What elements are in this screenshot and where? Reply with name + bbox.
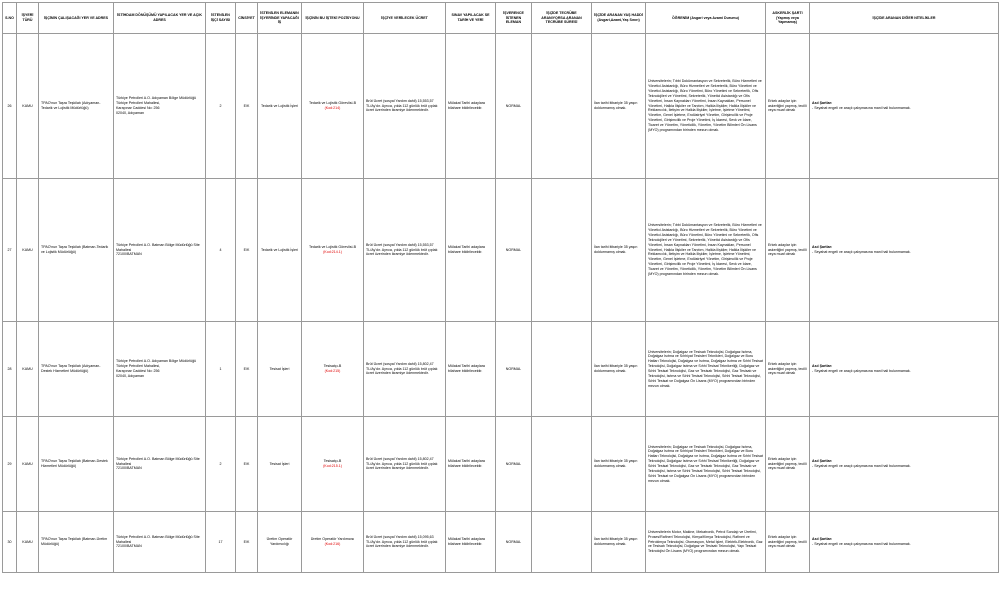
header-gender: CİNSİYET <box>236 3 258 34</box>
header-count: İSTENİLEN İŞÇİ SAYISI <box>206 3 236 34</box>
position-title: Tedarik ve Lojistik Görevlisi-B <box>309 245 356 250</box>
cell-type: KAMU <box>17 34 39 179</box>
job-listing-table <box>2 2 999 573</box>
cell-count: 1 <box>206 322 236 417</box>
cell-military: Erkek adaylar için askerliğini yapmış, tecilli veya muaf olmak <box>766 34 810 179</box>
cell-education: Üniversitelerin; Doğalgaz ve Tesisatı Teknolojisi, Doğalgaz Isıtma, Doğalgaz Isıtma ve Sıhhiyat Tesisleri Teknikleri, Doğalgaz ve Boru Hatları Teknolojisi, Doğalgaz ve Isıtma, Doğalgaz Isıtma ve Sıhhi Tesisat Teknolojisi, Doğalgaz Isıtma ve Sıhhi Tesisat Teknikerliği, Doğalgaz ve Sıhhi Tesisat Teknolojisi, Gaz ve Tesisatı Teknolojisi, Gaz Tesisatı ve Teknolojisi, Isıtma ve Sıhhi Tesisat Teknolojisi, Sıhhi Tesisat Teknolojisi, Sıhhi Tesisat ve Doğalgaz Ön Lisans (MYO) programından birinden mezun olmak. <box>646 322 766 417</box>
address-line: Türkiye Petrolleri A.O. Batman Bölge Müdürlüğü Site Mahallesi <box>116 242 200 252</box>
cell-experience <box>532 34 592 179</box>
cell-address <box>114 34 206 179</box>
cell-location: TPAO'nun Taşra Teşkilatı (Adıyaman-Tedarik ve Lojistik Müdürlüğü) <box>39 34 114 179</box>
cell-other <box>810 512 999 573</box>
cell-age: İlan tarihi itibariyle 35 yaşın doldurmamış olmak. <box>592 512 646 573</box>
cell-exam: Mülakat Tarihi adaylara bilahare bildirilecektir. <box>446 512 496 573</box>
header-type: İŞYERİ TÜRÜ <box>17 3 39 34</box>
cell-age: İlan tarihi itibariyle 35 yaşın doldurmamış olmak. <box>592 179 646 322</box>
address-line: 72100/BATMAN <box>116 544 142 549</box>
cell-address <box>114 512 206 573</box>
cell-type: KAMU <box>17 322 39 417</box>
address-line: Karapınar Caddesi No: 256 <box>116 369 160 373</box>
cell-sno: 26 <box>3 34 17 179</box>
header-employer: İŞVERENCE İSTENEN ELEMAN <box>496 3 532 34</box>
cell-employer: NORMAL <box>496 322 532 417</box>
cell-sno: 29 <box>3 417 17 512</box>
header-location: İŞÇİNİN ÇALIŞACAĞI YER VE ADRES <box>39 3 114 34</box>
address-line: Türkiye Petrolleri A.O. Batman Bölge Müdürlüğü Site Mahallesi <box>116 456 200 466</box>
cell-education: Üniversitelerin; Doğalgaz ve Tesisatı Teknolojisi, Doğalgaz Isıtma, Doğalgaz Isıtma ve Sıhhiyat Tesisleri Teknikleri, Doğalgaz ve Boru Hatları Teknolojisi, Doğalgaz ve Isıtma, Doğalgaz Isıtma ve Sıhhi Tesisat Teknolojisi, Doğalgaz Isıtma ve Sıhhi Tesisat Teknikerliği, Doğalgaz ve Sıhhi Tesisat Teknolojisi, Gaz ve Tesisatı Teknolojisi, Gaz Tesisatı ve Teknolojisi, Isıtma ve Sıhhi Tesisat Teknolojisi, Sıhhi Tesisat Teknolojisi, Sıhhi Tesisat ve Doğalgaz Ön Lisans (MYO) programından birinden mezun olmak. <box>646 417 766 512</box>
cell-position <box>302 512 364 573</box>
cell-other <box>810 179 999 322</box>
table-row <box>3 322 999 417</box>
cell-other <box>810 322 999 417</box>
position-code: (Kod:215) <box>324 369 341 373</box>
cell-count: 17 <box>206 512 236 573</box>
address-line: Türkiye Petrolleri Mahallesi, <box>116 364 161 369</box>
cell-experience <box>532 512 592 573</box>
cell-military: Erkek adaylar için askerliğini yapmış, tecilli veya muaf olmak <box>766 512 810 573</box>
cell-job: Tesisat İşleri <box>258 322 302 417</box>
cell-exam: Mülakat Tarihi adaylara bilahare bildirilecektir. <box>446 322 496 417</box>
cell-sno: 28 <box>3 322 17 417</box>
position-title: Tesisatçı-B <box>323 459 342 464</box>
position-title: Tesisatçı-B <box>323 364 342 369</box>
cell-location: TPAO'nun Taşra Teşkilatı (Adıyaman-Destek Hizmetleri Müdürlüğü) <box>39 322 114 417</box>
address-line: Türkiye Petrolleri A.O. Batman Bölge Müdürlüğü Site Mahallesi <box>116 534 200 544</box>
other-title: Asıl Şartlar: <box>812 537 833 542</box>
other-text: - Seyahat engeli ve araçlı çalışmasına mani hali bulunmamak. <box>812 106 911 110</box>
cell-salary: Brüt Ücret (sosyal Yardım dahil) 15,802,47 TL/Ay'dır. Ayrıca, yılda 112 günlük brüt çıplak ücret üzerinden ikramiye ödenmektedir. <box>364 417 446 512</box>
cell-education: Üniversitelerin Motor, Makine, Mekatronik, Petrol Sondajı ve Üretimi, Proses/Rafineri Teknolojisi, Kimya/Kimya Teknolojisi, Rafineri ve Petrokimya Teknolojisi, Otomasyon, Metal İşleri, Elektrik-Elektronik, Gaz ve Tesisatı Teknolojisi, Doğalgaz ve Tesisatı Teknolojisi, Yapı Tesisat Teknolojisi Ön Lisans (MYO) programından mezun olmak. <box>646 512 766 573</box>
header-address: İSTİHDAM DÖNÜŞÜMÜ YAPILACAK YER VE AÇIK ADRES <box>114 3 206 34</box>
position-code: (Kod:214.1) <box>323 250 342 254</box>
cell-gender: E/K <box>236 34 258 179</box>
address-line: Karapınar Caddesi No: 256 <box>116 106 160 110</box>
other-title: Asıl Şartlar: <box>812 459 833 464</box>
cell-salary: Brüt Ücret (sosyal Yardım dahil) 15,553,57 TL/Ay'dır. Ayrıca, yılda 112 günlük brüt çıplak ücret üzerinden ikramiye ödenmektedir. <box>364 179 446 322</box>
address-line: 02040, Adıyaman <box>116 373 144 378</box>
cell-salary: Brüt Ücret (sosyal Yardım dahil) 15,802,47 TL/Ay'dır. Ayrıca, yılda 112 günlük brüt çıplak ücret üzerinden ikramiye ödenmektedir. <box>364 322 446 417</box>
address-line: Türkiye Petrolleri Mahallesi, <box>116 101 161 106</box>
other-text: - Seyahat engeli ve araçlı çalışmasına mani hali bulunmamak. <box>812 250 911 254</box>
cell-sno: 27 <box>3 179 17 322</box>
address-line: 02040, Adıyaman <box>116 110 144 115</box>
cell-other <box>810 417 999 512</box>
header-position: İŞÇİNİN BU İŞTEKİ POZİSYONU <box>302 3 364 34</box>
header-sno: S.NO <box>3 3 17 34</box>
cell-education: Üniversitelerin; Tıbbi Dokümantasyon ve Sekreterlik, Büro Hizmetleri ve Yönetici Asistanlığı, Büro Hizmetleri ve Sekreterlik, Büro Yönetimi ve Yönetici Asistanlığı, Büro Yönetimi, Büro Yönetimi ve Sekreterlik, Ofis Teknolojileri ve Yönetimi, Sekreterlik, Yönetici Asistanlığı ve Ofis Yönetimi, İnsan Kaynakları Yönetimi, İnsan Kaynakları, Personel Yönetimi, Halkla İlişkiler ve Tanıtım, Halkla İlişkiler, Halkla İlişkiler ve Reklamcılık, İletişim ve Halkla İlişkiler, İşletme, İşletme Yönetimi, Yönetim, Genel İşletme, Endüstriyel Yönetim, Girişimcilik ve Proje Yönetimi, Girişimcilik ve Proje Yönetimi, İş İdaresi, Sevk ve İdare, Ticaret ve Yönetim, Yöneticilik, Yönetim, Yönetim Bilimleri Ön Lisans (MYO) programından birinden mezun olmak. <box>646 179 766 322</box>
cell-experience <box>532 322 592 417</box>
cell-job: Tedarik ve Lojistik İşleri <box>258 179 302 322</box>
cell-count: 2 <box>206 34 236 179</box>
cell-type: KAMU <box>17 417 39 512</box>
cell-military: Erkek adaylar için askerliğini yapmış, tecilli veya muaf olmak <box>766 322 810 417</box>
cell-job: Tedarik ve Lojistik İşleri <box>258 34 302 179</box>
cell-location: TPAO'nun Taşra Teşkilatı (Batman-Üretim Müdürlüğü) <box>39 512 114 573</box>
header-salary: İŞÇİYE VERİLECEK ÜCRET <box>364 3 446 34</box>
cell-employer: NORMAL <box>496 34 532 179</box>
header-exam: SINAV YAPILACAK SE TARİH VE YERİ <box>446 3 496 34</box>
cell-job: Üretim Operatör Yardımcılığı <box>258 512 302 573</box>
cell-exam: Mülakat Tarihi adaylara bilahare bildirilecektir. <box>446 179 496 322</box>
other-title: Asıl Şartlar: <box>812 364 833 369</box>
address-line: Türkiye Petrolleri A.O. Adıyaman Bölge Müdürlüğü <box>116 359 197 364</box>
cell-exam: Mülakat Tarihi adaylara bilahare bildirilecektir. <box>446 34 496 179</box>
cell-salary: Brüt Ücret (sosyal Yardım dahil) 15,095,63 TL/Ay'dır. Ayrıca, yılda 112 günlük brüt çıplak ücret üzerinden ikramiye ödenmektedir. <box>364 512 446 573</box>
cell-age: İlan tarihi itibariyle 35 yaşın doldurmamış olmak. <box>592 34 646 179</box>
cell-position <box>302 179 364 322</box>
header-military: ASKERLİK ŞARTI (Yapmış veya Yapmamış) <box>766 3 810 34</box>
position-code: (Kod:215.1) <box>323 464 342 468</box>
cell-age: İlan tarihi itibariyle 35 yaşın doldurmamış olmak. <box>592 322 646 417</box>
position-code: (Kod:214) <box>324 106 341 110</box>
table-row <box>3 34 999 179</box>
header-education: ÖĞRENİM (Asgari veya Azami Durumu) <box>646 3 766 34</box>
cell-employer: NORMAL <box>496 417 532 512</box>
position-code: (Kod:216) <box>324 542 341 546</box>
position-title: Tedarik ve Lojistik Görevlisi-B <box>309 101 356 106</box>
cell-gender: E/K <box>236 417 258 512</box>
cell-education: Üniversitelerin; Tıbbi Dokümantasyon ve Sekreterlik, Büro Hizmetleri ve Yönetici Asistanlığı, Büro Hizmetleri ve Sekreterlik, Büro Yönetimi ve Yönetici Asistanlığı, Büro Yönetimi, Büro Yönetimi ve Sekreterlik, Ofis Teknolojileri ve Yönetimi, Sekreterlik, Yönetici Asistanlığı ve Ofis Yönetimi, İnsan Kaynakları Yönetimi, İnsan Kaynakları, Personel Yönetimi, Halkla İlişkiler ve Tanıtım, Halkla İlişkiler, Halkla İlişkiler ve Reklamcılık, İletişim ve Halkla İlişkiler, İşletme, İşletme Yönetimi, Yönetim, Genel İşletme, Endüstriyel Yönetim, Girişimcilik ve Proje Yönetimi, Girişimcilik ve Proje Yönetimi, İş İdaresi, Sevk ve İdare, Ticaret ve Yönetim, Yöneticilik, Yönetim, Yönetim Bilimleri Ön Lisans (MYO) programından birinden mezun olmak. <box>646 34 766 179</box>
table-row <box>3 512 999 573</box>
cell-position <box>302 322 364 417</box>
cell-age: İlan tarihi itibariyle 35 yaşın doldurmamış olmak. <box>592 417 646 512</box>
cell-exam: Mülakat Tarihi adaylara bilahare bildirilecektir. <box>446 417 496 512</box>
cell-address <box>114 322 206 417</box>
header-experience: İŞÇİDE TECRÜBE ARANIYORSA ARANAN TECRÜBE SÜRESİ <box>532 3 592 34</box>
cell-location: TPAO'nun Taşra Teşkilatı (Batman-Destek Hizmetleri Müdürlüğü) <box>39 417 114 512</box>
cell-count: 2 <box>206 417 236 512</box>
cell-address <box>114 179 206 322</box>
address-line: Türkiye Petrolleri A.O. Adıyaman Bölge Müdürlüğü <box>116 96 197 101</box>
cell-experience <box>532 417 592 512</box>
cell-military: Erkek adaylar için askerliğini yapmış, tecilli veya muaf olmak <box>766 417 810 512</box>
other-text: - Seyahat engeli ve araçlı çalışmasına mani hali bulunmamak. <box>812 542 911 546</box>
header-age: İŞÇİDE ARANAN YAŞ HADDİ (Asgari,Azami,Yaş Sınırı) <box>592 3 646 34</box>
cell-gender: E/K <box>236 512 258 573</box>
table-row <box>3 179 999 322</box>
cell-position <box>302 34 364 179</box>
cell-gender: E/K <box>236 179 258 322</box>
cell-type: KAMU <box>17 179 39 322</box>
position-title: Üretim Operatör Yardımcısı <box>310 537 355 542</box>
cell-count: 4 <box>206 179 236 322</box>
header-row <box>3 3 999 34</box>
cell-location: TPAO'nun Taşra Teşkilatı (Batman-Tedarik ve Lojistik Müdürlüğü) <box>39 179 114 322</box>
other-title: Asıl Şartlar: <box>812 101 833 106</box>
cell-military: Erkek adaylar için askerliğini yapmış, tecilli veya muaf olmak <box>766 179 810 322</box>
cell-job: Tesisat İşleri <box>258 417 302 512</box>
header-other: İŞÇİDE ARANAN DİĞER NİTELİKLER <box>810 3 999 34</box>
cell-employer: NORMAL <box>496 179 532 322</box>
other-title: Asıl Şartlar: <box>812 245 833 250</box>
cell-gender: E/K <box>236 322 258 417</box>
other-text: - Seyahat engeli ve araçlı çalışmasına mani hali bulunmamak. <box>812 464 911 468</box>
header-job: İSTENİLEN ELEMANIN İŞYERİNDE YAPACAĞI İŞ <box>258 3 302 34</box>
cell-salary: Brüt Ücret (sosyal Yardım dahil) 15,553,57 TL/Ay'dır. Ayrıca, yılda 112 günlük brüt çıplak ücret üzerinden ikramiye ödenmektedir. <box>364 34 446 179</box>
cell-address <box>114 417 206 512</box>
cell-type: KAMU <box>17 512 39 573</box>
address-line: 72100/BATMAN <box>116 252 142 257</box>
cell-employer: NORMAL <box>496 512 532 573</box>
cell-position <box>302 417 364 512</box>
other-text: - Seyahat engeli ve araçlı çalışmasına mani hali bulunmamak. <box>812 369 911 373</box>
cell-other <box>810 34 999 179</box>
table-row <box>3 417 999 512</box>
address-line: 72100/BATMAN <box>116 466 142 471</box>
cell-sno: 30 <box>3 512 17 573</box>
cell-experience <box>532 179 592 322</box>
